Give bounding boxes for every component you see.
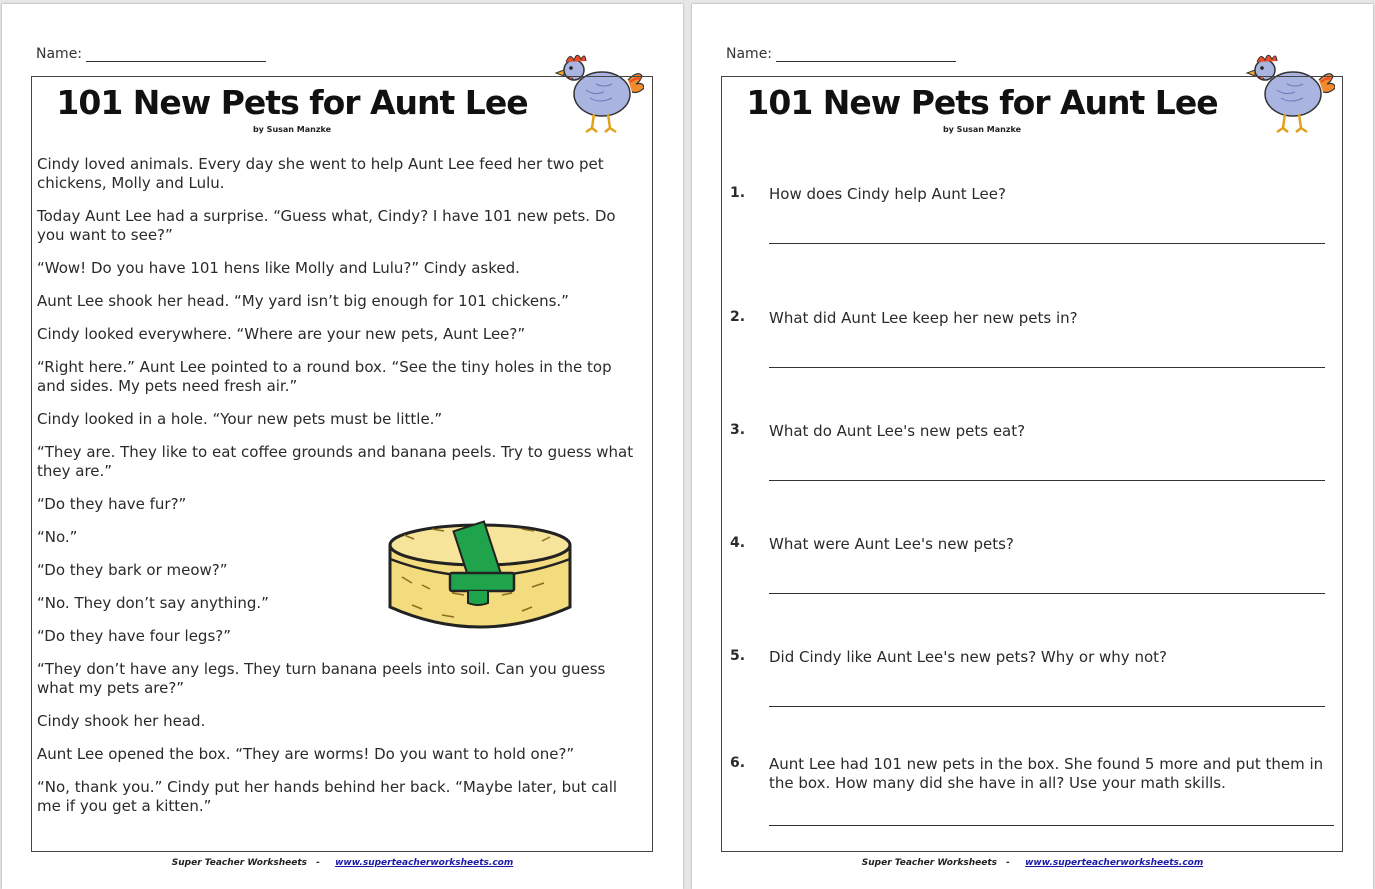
- question-text: How does Cindy help Aunt Lee?: [769, 185, 1006, 203]
- story-paragraph: “They are. They like to eat coffee grounds and banana peels. Try to guess what they are.”: [37, 443, 634, 480]
- story-paragraph: Cindy loved animals. Every day she went to help Aunt Lee feed her two pet chickens, Molly and Lulu.: [37, 155, 604, 192]
- story-paragraph: Cindy looked everywhere. “Where are your new pets, Aunt Lee?”: [37, 325, 526, 343]
- question-text: What were Aunt Lee's new pets?: [769, 535, 1014, 553]
- footer-separator: -: [1006, 858, 1010, 868]
- name-field: [36, 46, 266, 62]
- story-paragraph: Cindy looked in a hole. “Your new pets must be little.”: [37, 410, 443, 428]
- story-paragraph: Aunt Lee shook her head. “My yard isn’t big enough for 101 chickens.”: [37, 292, 569, 310]
- questions-frame: [721, 76, 1343, 852]
- story-paragraph: Today Aunt Lee had a surprise. “Guess what, Cindy? I have 101 new pets. Do you want to see?”: [37, 207, 616, 244]
- question-number: 1.: [730, 185, 746, 201]
- name-blank-line: [776, 47, 956, 62]
- question-text: What did Aunt Lee keep her new pets in?: [769, 309, 1078, 327]
- question-number: 2.: [730, 309, 746, 325]
- story-paragraph: “No. They don’t say anything.”: [37, 594, 269, 612]
- footer-brand: Super Teacher Worksheets: [861, 858, 998, 868]
- round-box-illustration: [382, 515, 578, 639]
- story-paragraph: “No.”: [37, 528, 78, 546]
- story-paragraph: “Do they bark or meow?”: [37, 561, 228, 579]
- name-field: [726, 46, 956, 62]
- worksheet-title: 101 New Pets for Aunt Lee: [746, 83, 1218, 122]
- question-number: 3.: [730, 422, 746, 438]
- story-paragraph: “Do they have four legs?”: [37, 627, 232, 645]
- answer-line[interactable]: [769, 825, 1334, 826]
- story-page: [2, 4, 683, 889]
- author-byline: by Susan Manzke: [252, 125, 332, 134]
- footer-link[interactable]: www.superteacherworksheets.com: [335, 858, 514, 868]
- name-label: Name:: [726, 46, 773, 62]
- question-number: 4.: [730, 535, 746, 551]
- worksheet-title: 101 New Pets for Aunt Lee: [56, 83, 528, 122]
- answer-line[interactable]: [769, 480, 1325, 481]
- story-paragraph: Cindy shook her head.: [37, 712, 206, 730]
- story-text: [37, 155, 642, 830]
- name-blank-line: [86, 47, 266, 62]
- name-label: Name:: [36, 46, 83, 62]
- answer-line[interactable]: [769, 706, 1325, 707]
- author-byline: by Susan Manzke: [942, 125, 1022, 134]
- page-footer: [2, 858, 683, 868]
- story-paragraph: Aunt Lee opened the box. “They are worms! Do you want to hold one?”: [37, 745, 575, 763]
- questions-page: [692, 4, 1373, 889]
- footer-link[interactable]: www.superteacherworksheets.com: [1025, 858, 1204, 868]
- answer-line[interactable]: [769, 243, 1325, 244]
- page-footer: [692, 858, 1373, 868]
- question-text: Did Cindy like Aunt Lee's new pets? Why or why not?: [769, 648, 1167, 666]
- story-paragraph: “Wow! Do you have 101 hens like Molly and Lulu?” Cindy asked.: [37, 259, 520, 277]
- question-text: What do Aunt Lee's new pets eat?: [769, 422, 1026, 440]
- question-number: 6.: [730, 755, 746, 771]
- answer-line[interactable]: [769, 593, 1325, 594]
- footer-brand: Super Teacher Worksheets: [171, 858, 308, 868]
- story-paragraph: “Right here.” Aunt Lee pointed to a round box. “See the tiny holes in the top and sides. My pets need fresh air.”: [37, 358, 612, 395]
- question-number: 5.: [730, 648, 746, 664]
- story-paragraph: “Do they have fur?”: [37, 495, 187, 513]
- story-paragraph: “They don’t have any legs. They turn banana peels into soil. Can you guess what my pets are?”: [37, 660, 606, 697]
- story-frame: [31, 76, 653, 852]
- footer-separator: -: [316, 858, 320, 868]
- answer-line[interactable]: [769, 367, 1325, 368]
- story-paragraph: “No, thank you.” Cindy put her hands behind her back. “Maybe later, but call me if you get a kitten.”: [37, 778, 618, 815]
- question-text: Aunt Lee had 101 new pets in the box. She found 5 more and put them in the box. How many did she have in all? Use your math skills.: [769, 755, 1324, 792]
